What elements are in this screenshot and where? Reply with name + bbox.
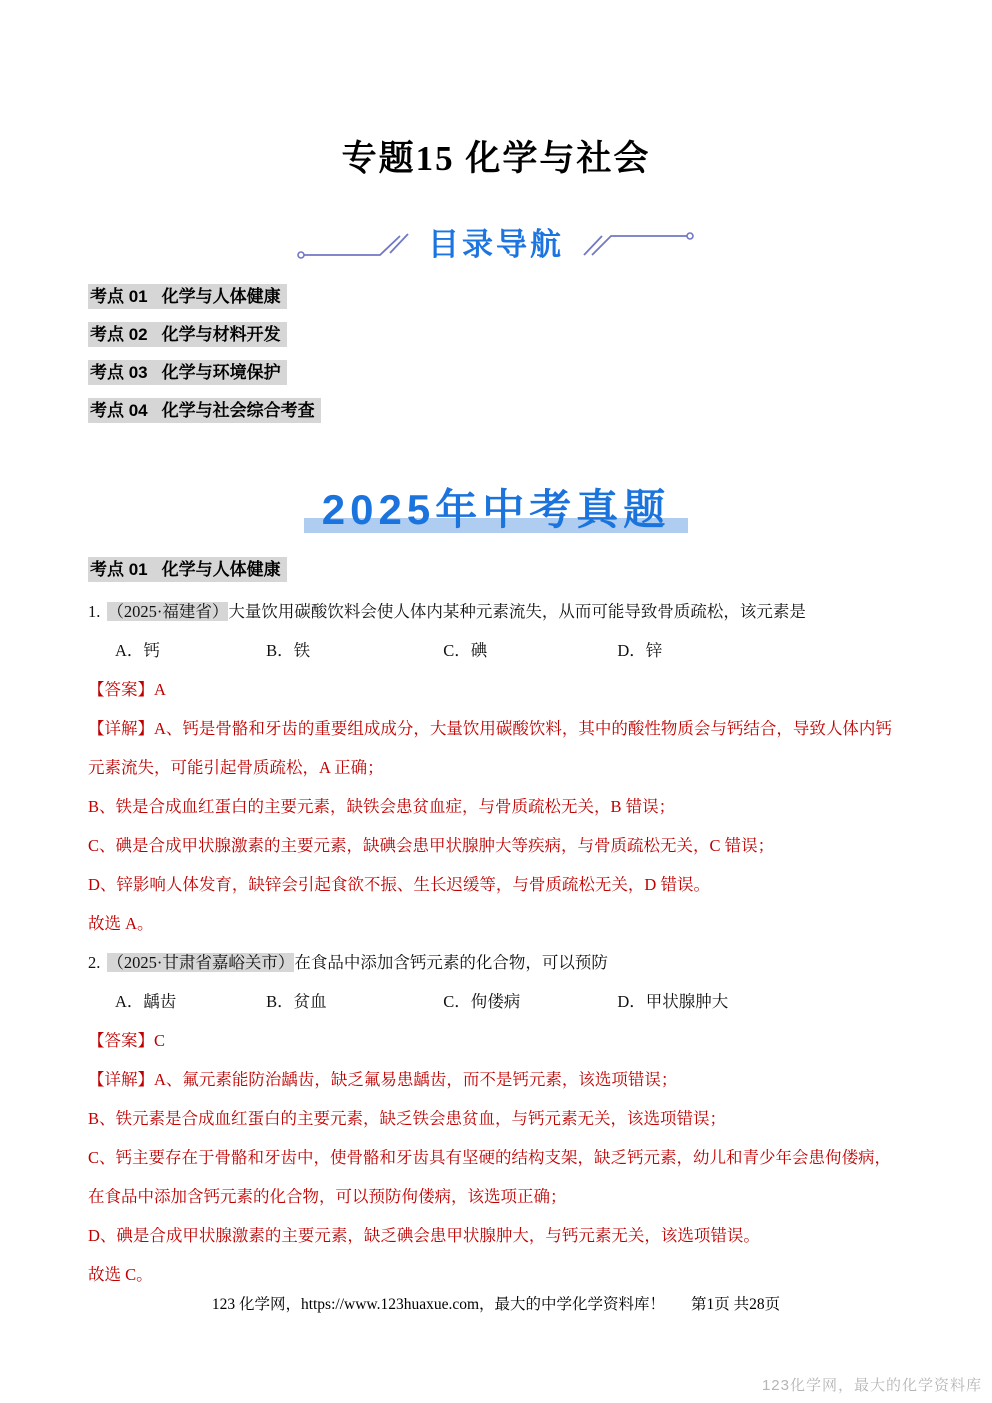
questions-body [0,592,992,1294]
analysis-line-d: D、碘是合成甲状腺激素的主要元素，缺乏碘会患甲状腺肿大，与钙元素无关，该选项错误。 [88,1226,760,1245]
toc-item-label: 化学与人体健康 [161,287,281,306]
analysis-label: 【详解】 [88,719,154,738]
option-a: A．龋齿 [115,992,177,1011]
toc-item-03 [88,360,992,385]
answer-label: 【答案】 [88,1031,154,1050]
exam-year-banner [0,477,992,537]
toc-chip [88,284,287,309]
option-b: B．铁 [266,641,311,660]
watermark: 123化学网，最大的化学资料库 [761,1377,982,1394]
toc-item-label: 化学与社会综合考查 [161,401,315,420]
analysis-line-b: B、铁是合成血红蛋白的主要元素，缺铁会患贫血症，与骨质疏松无关，B 错误； [88,797,676,816]
toc-nav-banner [0,222,992,268]
toc-chip [88,398,321,423]
question-block-2 [88,943,904,1294]
analysis-line-b: B、铁元素是合成血红蛋白的主要元素，缺乏铁会患贫血，与钙元素无关，该选项错误； [88,1109,727,1128]
section-label: 化学与人体健康 [161,560,281,579]
analysis-conclusion: 故选 A。 [88,914,154,933]
analysis-label: 【详解】 [88,1070,154,1089]
question-number: 1. [88,602,101,621]
page-footer [0,1292,992,1314]
option-d: D．甲状腺肿大 [617,992,729,1011]
question-block-1 [88,592,904,943]
analysis-line-c: C、碘是合成甲状腺激素的主要元素，缺碘会患甲状腺肿大等疾病，与骨质疏松无关，C 错误； [88,836,775,855]
toc-item-label: 化学与环境保护 [161,363,281,382]
options-row [88,982,904,1021]
question-source: （2025·福建省） [107,602,229,621]
answer-line [88,670,904,709]
analysis-line-d: D、锌影响人体发育，缺锌会引起食欲不振、生长迟缓等，与骨质疏松无关，D 错误。 [88,875,710,894]
toc-item-code: 考点 01 [90,287,148,306]
toc-item-code: 考点 04 [90,401,148,420]
option-d: D．锌 [617,641,663,660]
answer-value: C [154,1031,166,1050]
analysis-intro [88,709,904,787]
analysis-intro [88,1060,904,1099]
analysis-conclusion: 故选 C。 [88,1265,153,1284]
section-heading-chip [88,557,287,582]
question-stem: 在食品中添加含钙元素的化合物，可以预防 [294,953,608,972]
toc-item-04 [88,398,992,423]
footer-page-number: 第1页 共28页 [691,1296,781,1313]
option-c: C．佝偻病 [443,992,521,1011]
page-title: 专题15 化学与社会 [341,139,651,178]
nav-decor-left-icon [296,224,414,266]
section-heading [88,557,992,582]
options-row [88,631,904,670]
question-stem: 大量饮用碳酸饮料会使人体内某种元素流失，从而可能导致骨质疏松，该元素是 [228,602,806,621]
toc-chip [88,322,287,347]
analysis-intro-text: A、钙是骨骼和牙齿的重要组成成分，大量饮用碳酸饮料，其中的酸性物质会与钙结合，导致人体内钙元素流失，可能引起骨质疏松，A 正确； [88,719,892,777]
analysis-intro-text: A、氟元素能防治龋齿，缺乏氟易患龋齿，而不是钙元素，该选项错误； [154,1070,678,1089]
question-stem-line [88,943,904,982]
toc-item-code: 考点 02 [90,325,148,344]
option-c: C．碘 [443,641,488,660]
nav-decor-right-icon [578,224,696,266]
footer-site-info: 123 化学网，https://www.123huaxue.com，最大的中学化学资料库！ [211,1296,666,1313]
section-code: 考点 01 [90,560,148,579]
question-number: 2. [88,953,101,972]
answer-label: 【答案】 [88,680,154,699]
banner-title: 2025年中考真题 [321,486,671,533]
toc-list [88,284,992,423]
answer-line [88,1021,904,1060]
toc-nav-title: 目录导航 [428,227,564,263]
toc-item-01 [88,284,992,309]
toc-item-02 [88,322,992,347]
question-source: （2025·甘肃省嘉峪关市） [107,953,295,972]
toc-chip [88,360,287,385]
question-stem-line [88,592,904,631]
analysis-line-c: C、钙主要存在于骨骼和牙齿中，使骨骼和牙齿具有坚硬的结构支架，缺乏钙元素，幼儿和青少年会患佝偻病，在食品中添加含钙元素的化合物，可以预防佝偻病，该选项正确； [88,1148,892,1206]
toc-item-label: 化学与材料开发 [161,325,281,344]
option-b: B．贫血 [266,992,327,1011]
answer-value: A [154,680,166,699]
toc-item-code: 考点 03 [90,363,148,382]
option-a: A．钙 [115,641,160,660]
